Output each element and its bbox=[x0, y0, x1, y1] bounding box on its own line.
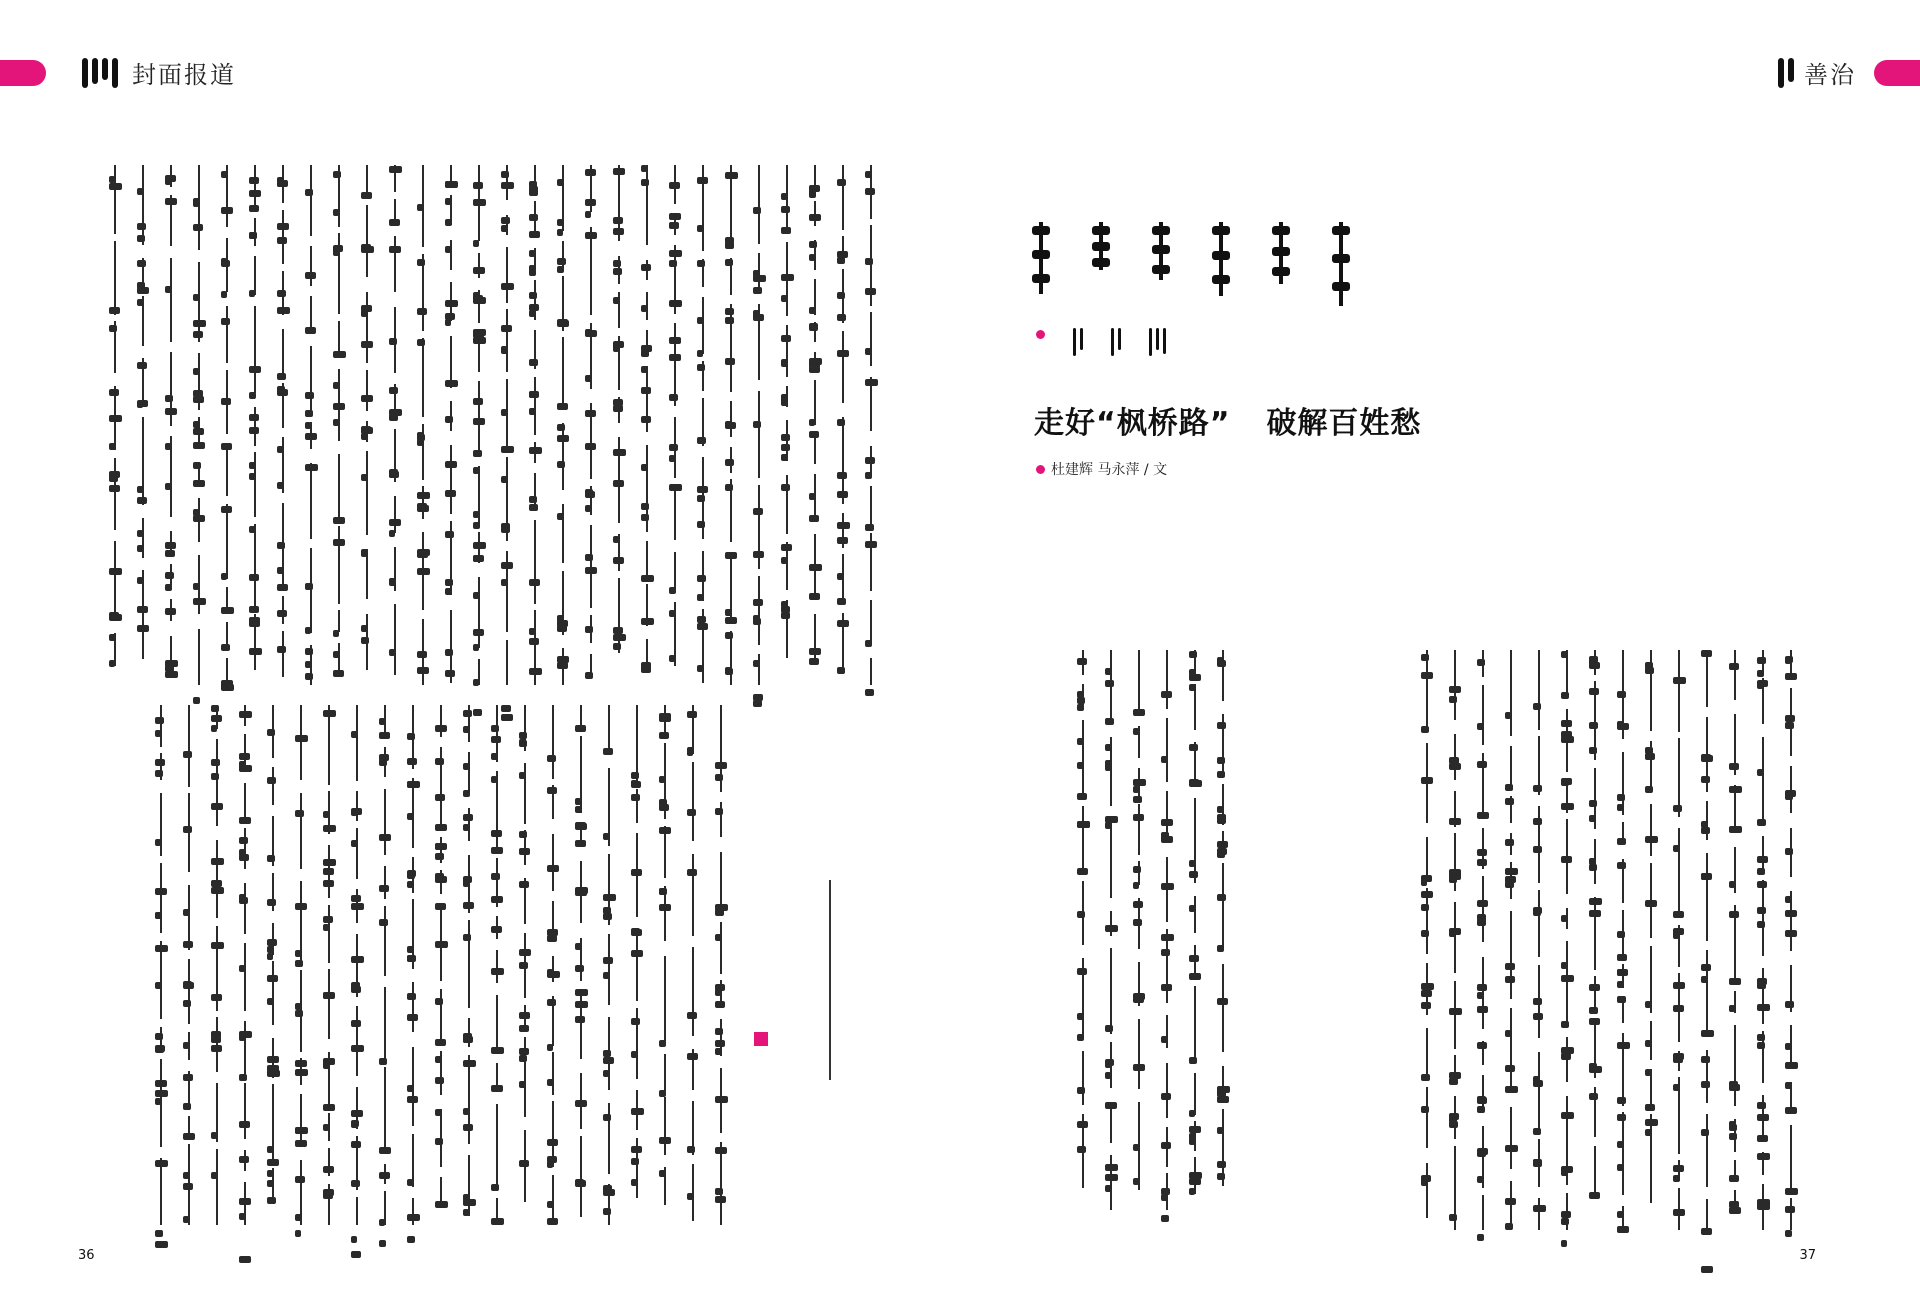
text-column bbox=[1670, 650, 1688, 1230]
byline-text: 杜建辉 马永萍 / 文 bbox=[1051, 462, 1168, 478]
title-column bbox=[1150, 222, 1172, 280]
text-column bbox=[106, 165, 124, 685]
header-right bbox=[1778, 55, 1856, 90]
text-column bbox=[610, 165, 628, 685]
text-column bbox=[292, 705, 310, 1225]
text-column bbox=[712, 705, 730, 1225]
text-column bbox=[386, 165, 404, 685]
text-column bbox=[488, 705, 506, 1225]
text-column bbox=[1418, 650, 1436, 1230]
text-column bbox=[320, 705, 338, 1225]
text-column bbox=[582, 165, 600, 685]
text-column bbox=[1726, 650, 1744, 1230]
note-column bbox=[822, 880, 838, 1080]
article-byline-zh bbox=[1036, 459, 1167, 479]
text-column bbox=[414, 165, 432, 685]
text-column bbox=[1586, 650, 1604, 1230]
text-column bbox=[1446, 650, 1464, 1230]
left-page-text-lower bbox=[90, 705, 730, 1225]
text-column bbox=[162, 165, 180, 685]
text-column bbox=[666, 165, 684, 685]
accent-tab-left bbox=[0, 60, 46, 86]
text-column bbox=[190, 165, 208, 685]
text-column bbox=[600, 705, 618, 1225]
text-column bbox=[572, 705, 590, 1225]
title-column bbox=[1090, 222, 1112, 270]
left-page-text-upper bbox=[90, 165, 880, 685]
text-column bbox=[554, 165, 572, 685]
text-column bbox=[1074, 650, 1092, 1210]
text-column bbox=[544, 705, 562, 1225]
text-column bbox=[806, 165, 824, 685]
byline-dot-icon bbox=[1036, 330, 1045, 339]
text-column bbox=[152, 705, 170, 1225]
text-column bbox=[208, 705, 226, 1225]
title-column bbox=[1030, 222, 1052, 294]
section-label-right: 善治 bbox=[1804, 61, 1856, 89]
text-column bbox=[750, 165, 768, 685]
text-column bbox=[246, 165, 264, 685]
text-column bbox=[264, 705, 282, 1225]
text-column bbox=[694, 165, 712, 685]
text-column bbox=[404, 705, 422, 1225]
text-column bbox=[330, 165, 348, 685]
text-column bbox=[358, 165, 376, 685]
text-column bbox=[180, 705, 198, 1225]
mongolian-title bbox=[1030, 222, 1352, 306]
text-column bbox=[1782, 650, 1800, 1230]
text-column bbox=[1530, 650, 1548, 1230]
text-column bbox=[1130, 650, 1148, 1210]
text-column bbox=[516, 705, 534, 1225]
article-title-part2: 破解百姓愁 bbox=[1266, 406, 1422, 441]
text-column bbox=[526, 165, 544, 685]
text-column bbox=[1214, 650, 1232, 1210]
text-column bbox=[460, 705, 478, 1225]
pink-end-marker bbox=[754, 1032, 768, 1046]
text-column bbox=[134, 165, 152, 685]
text-column bbox=[862, 165, 880, 685]
mongolian-byline bbox=[1036, 328, 1166, 356]
text-column bbox=[1698, 650, 1716, 1230]
text-column bbox=[302, 165, 320, 685]
mongolian-section-mark-left bbox=[82, 58, 118, 88]
page-number-right: 37 bbox=[1799, 1248, 1816, 1263]
text-column bbox=[1102, 650, 1120, 1210]
text-column bbox=[1558, 650, 1576, 1230]
section-label-left: 封面报道 bbox=[132, 61, 236, 89]
text-column bbox=[656, 705, 674, 1225]
text-column bbox=[376, 705, 394, 1225]
right-page-text-right bbox=[1380, 650, 1800, 1230]
text-column bbox=[498, 165, 516, 685]
title-column bbox=[1270, 222, 1292, 284]
text-column bbox=[1502, 650, 1520, 1230]
text-column bbox=[834, 165, 852, 685]
text-column bbox=[778, 165, 796, 685]
page-number-left: 36 bbox=[78, 1248, 95, 1263]
byline-dot-zh-icon bbox=[1036, 465, 1045, 474]
text-column bbox=[1614, 650, 1632, 1230]
text-column bbox=[722, 165, 740, 685]
text-column bbox=[236, 705, 254, 1225]
text-column bbox=[1642, 650, 1660, 1230]
text-column bbox=[1158, 650, 1176, 1210]
mongolian-section-mark-right bbox=[1778, 58, 1794, 88]
title-column bbox=[1210, 222, 1232, 296]
text-column bbox=[628, 705, 646, 1225]
text-column bbox=[442, 165, 460, 685]
text-column bbox=[1474, 650, 1492, 1230]
text-column bbox=[1754, 650, 1772, 1230]
text-column bbox=[218, 165, 236, 685]
title-column bbox=[1330, 222, 1352, 306]
article-title-zh bbox=[1034, 398, 1421, 442]
accent-tab-right bbox=[1874, 60, 1920, 86]
text-column bbox=[274, 165, 292, 685]
text-column bbox=[1186, 650, 1204, 1210]
article-title-part1: 走好“枫桥路” bbox=[1034, 406, 1231, 441]
text-column bbox=[348, 705, 366, 1225]
text-column bbox=[638, 165, 656, 685]
header-left bbox=[82, 55, 236, 90]
text-column bbox=[432, 705, 450, 1225]
right-page-text-left bbox=[1032, 650, 1232, 1230]
text-column bbox=[470, 165, 488, 685]
text-column bbox=[684, 705, 702, 1225]
